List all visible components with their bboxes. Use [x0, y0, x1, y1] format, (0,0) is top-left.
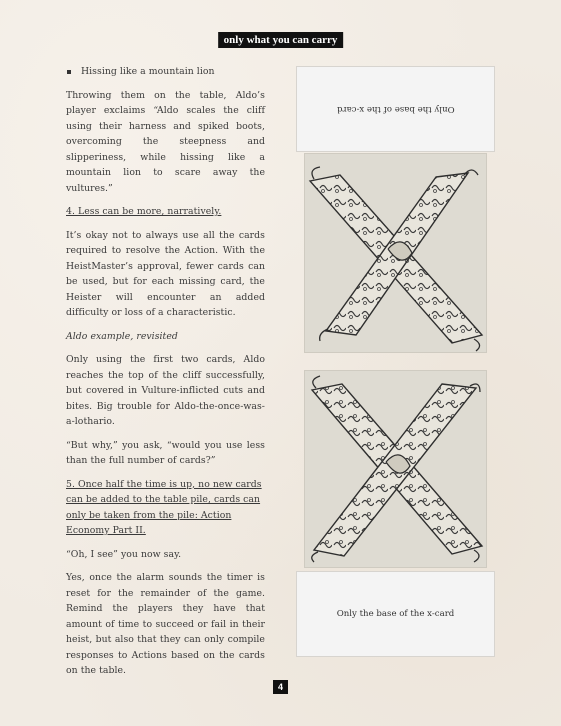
x-card-base-top — [296, 66, 495, 152]
left-text-column — [66, 64, 265, 687]
paragraph-aldo-climb: Throwing them on the table, Aldo’s player exclaims “Aldo scales the cliff using their harness and spiked boots, overcoming the steepness and slipperiness, while hissing like a mountain lion to scare away the vultures.” — [66, 89, 265, 194]
ornate-x-icon — [304, 370, 487, 568]
ornate-x-icon — [304, 153, 487, 353]
paragraph-alarm-timer: Yes, once the alarm sounds the timer is reset for the remainder of the game. Remind the players they have that amount of time to succeed or fail in their heist, but also that they can only compile responses to Actions based on the cards on the table. — [66, 572, 265, 676]
x-card-base-bottom — [296, 571, 495, 657]
ornate-x-illustration-bottom — [304, 370, 487, 568]
section-heading-5: 5. Once half the time is up, no new cards can be added to the table pile, cards can only be taken from the pile: Action Economy Part II. — [66, 478, 262, 536]
page-header-title: only what you can carry — [218, 32, 344, 48]
x-card-column — [296, 66, 495, 657]
x-card-caption-top: Only the base of the x-card — [336, 104, 455, 114]
paragraph-fewer-cards: It’s okay not to always use all the cards required to resolve the Action. With the HeistMaster’s approval, fewer cards can be used, but for each missing card, the Heister will encounter an added difficulty or loss of a characteristic. — [66, 229, 265, 318]
paragraph-oh-i-see: “Oh, I see” you now say. — [66, 548, 182, 560]
bullet-item — [66, 64, 265, 80]
ornate-x-illustration-top — [304, 153, 487, 353]
section-heading-4: 4. Less can be more, narratively. — [66, 206, 222, 217]
square-bullet-icon — [67, 70, 71, 74]
paragraph-but-why: “But why,” you ask, “would you use less than the full number of cards?” — [66, 439, 265, 466]
x-card-caption-bottom: Only the base of the x-card — [336, 609, 455, 619]
bullet-item-text: Hissing like a mountain lion — [81, 66, 215, 77]
page-number-badge: 4 — [273, 680, 288, 694]
paragraph-aldo-revisited: Only using the first two cards, Aldo reaches the top of the cliff successfully, but covered in Vulture-inflicted cuts and bites. Big trouble for Aldo-the-once-was-a-lothario. — [66, 354, 265, 427]
example-heading: Aldo example, revisited — [66, 330, 178, 342]
